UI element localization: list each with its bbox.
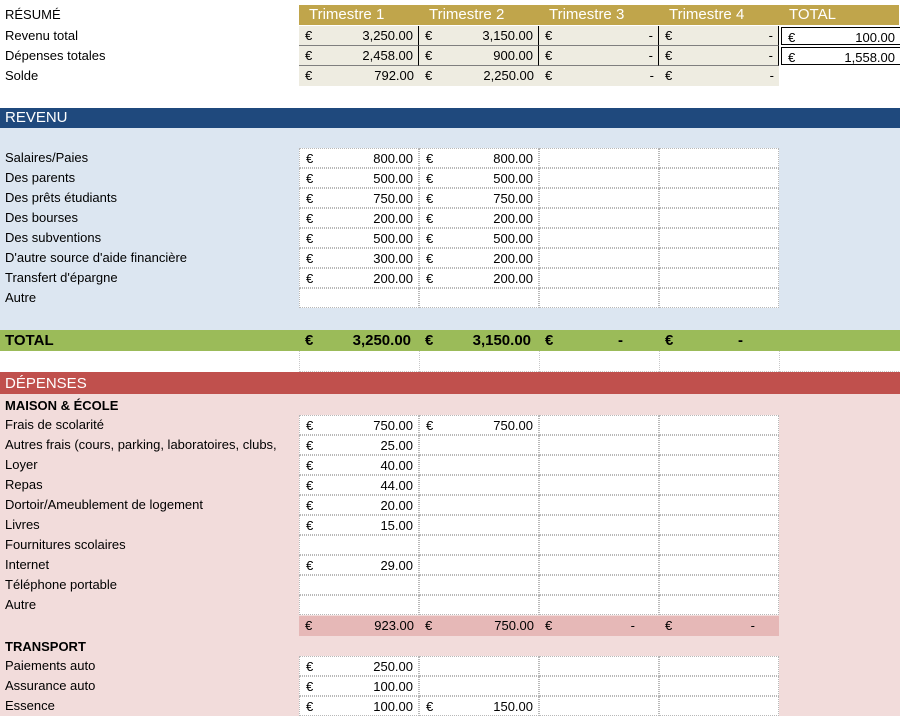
revenue-cell[interactable]: [659, 188, 779, 208]
expense-cell[interactable]: [419, 676, 539, 696]
cell-value: 500.00: [493, 171, 533, 186]
row-label: Autres frais (cours, parking, laboratoires, clubs,: [5, 437, 277, 452]
cell-value: 3,250.00: [352, 332, 411, 349]
expense-cell[interactable]: [419, 455, 539, 475]
currency-symbol: €: [306, 271, 314, 286]
total-cell[interactable]: [299, 331, 419, 351]
summary-cell[interactable]: [299, 66, 419, 86]
row-label: Revenu total: [5, 28, 78, 43]
currency-symbol: €: [788, 50, 796, 65]
currency-symbol: €: [306, 518, 314, 533]
expense-row: [0, 575, 900, 595]
revenue-section: [0, 108, 900, 330]
row-label: Autre: [5, 290, 37, 305]
cell-value: 750.00: [493, 191, 533, 206]
expense-cell[interactable]: [419, 656, 539, 676]
currency-symbol: €: [305, 68, 313, 83]
row-label: Essence: [5, 698, 55, 713]
currency-symbol: €: [426, 171, 434, 186]
currency-symbol: €: [665, 68, 673, 83]
revenue-cell[interactable]: [419, 228, 539, 248]
cell-value: 923.00: [374, 618, 414, 633]
summary-cell[interactable]: [419, 46, 539, 66]
revenue-cell[interactable]: [299, 268, 419, 288]
summary-cell[interactable]: [539, 26, 659, 46]
cell-value: 500.00: [373, 231, 413, 246]
row-label: Solde: [5, 68, 39, 83]
expenses-section: [0, 372, 900, 716]
currency-symbol: €: [305, 48, 313, 63]
expense-cell[interactable]: [659, 696, 779, 716]
currency-symbol: €: [426, 151, 434, 166]
currency-symbol: €: [425, 28, 433, 43]
summary-cell[interactable]: [539, 66, 659, 86]
currency-symbol: €: [306, 211, 314, 226]
currency-symbol: €: [306, 171, 314, 186]
currency-symbol: €: [306, 418, 314, 433]
cell-value: 15.00: [380, 518, 413, 533]
currency-symbol: €: [425, 332, 434, 349]
expense-cell[interactable]: [539, 676, 659, 696]
row-label: Des prêts étudiants: [5, 190, 118, 205]
cell-value: 29.00: [380, 558, 413, 573]
expense-cell[interactable]: [659, 415, 779, 435]
summary-row: [0, 66, 900, 86]
revenue-cell[interactable]: [419, 208, 539, 228]
expense-cell[interactable]: [419, 575, 539, 595]
currency-symbol: €: [306, 498, 314, 513]
quarter-header: Trimestre 1: [309, 6, 385, 23]
expense-cell[interactable]: [539, 575, 659, 595]
revenue-cell[interactable]: [659, 168, 779, 188]
expense-cell[interactable]: [299, 415, 419, 435]
expense-cell[interactable]: [419, 696, 539, 716]
revenue-row: [0, 288, 900, 308]
cell-value: 750.00: [373, 418, 413, 433]
spacer-cell[interactable]: [419, 351, 539, 372]
revenue-cell[interactable]: [419, 188, 539, 208]
expense-cell[interactable]: [539, 415, 659, 435]
currency-symbol: €: [305, 618, 313, 633]
expense-cell[interactable]: [299, 535, 419, 555]
revenue-row: [0, 188, 900, 208]
cell-value: 100.00: [373, 679, 413, 694]
cell-value: 300.00: [373, 251, 413, 266]
currency-symbol: €: [306, 478, 314, 493]
revenue-cell[interactable]: [419, 268, 539, 288]
revenue-cell[interactable]: [299, 288, 419, 308]
row-label: Frais de scolarité: [5, 417, 104, 432]
total-cell[interactable]: [539, 331, 659, 351]
expense-cell[interactable]: [539, 455, 659, 475]
cell-value: 750.00: [494, 618, 534, 633]
cell-value: 20.00: [380, 498, 413, 513]
cell-value: -: [649, 68, 654, 83]
cell-value: 800.00: [373, 151, 413, 166]
total-label: TOTAL: [5, 332, 54, 349]
expense-row: [0, 515, 900, 535]
revenue-cell[interactable]: [659, 248, 779, 268]
expense-cell[interactable]: [659, 575, 779, 595]
revenue-cell[interactable]: [539, 168, 659, 188]
currency-symbol: €: [306, 679, 314, 694]
expense-cell[interactable]: [539, 696, 659, 716]
total-cell[interactable]: [659, 331, 779, 351]
row-label: Des subventions: [5, 230, 102, 245]
revenue-row: [0, 268, 900, 288]
revenue-row: [0, 228, 900, 248]
currency-symbol: €: [426, 418, 434, 433]
currency-symbol: €: [665, 48, 673, 63]
expense-row: [0, 535, 900, 555]
expense-cell[interactable]: [299, 656, 419, 676]
revenue-header: [0, 108, 900, 128]
currency-symbol: €: [426, 231, 434, 246]
spacer-cell[interactable]: [299, 351, 419, 372]
row-label: Des bourses: [5, 210, 78, 225]
revenue-cell[interactable]: [299, 248, 419, 268]
expense-row: [0, 696, 900, 716]
expense-cell[interactable]: [299, 676, 419, 696]
revenue-cell[interactable]: [419, 288, 539, 308]
expense-cell[interactable]: [659, 535, 779, 555]
revenue-cell[interactable]: [299, 228, 419, 248]
expense-cell[interactable]: [299, 515, 419, 535]
expense-row: [0, 555, 900, 575]
cell-value: -: [738, 332, 743, 349]
expense-cell[interactable]: [299, 696, 419, 716]
expense-cell[interactable]: [299, 595, 419, 615]
cell-value: 500.00: [493, 231, 533, 246]
currency-symbol: €: [665, 332, 674, 349]
cell-value: 1,558.00: [844, 50, 895, 65]
cell-value: 200.00: [373, 211, 413, 226]
row-label: Dépenses totales: [5, 48, 106, 63]
summary-row: [0, 26, 900, 46]
currency-symbol: €: [306, 699, 314, 714]
expense-cell[interactable]: [419, 475, 539, 495]
expense-cell[interactable]: [659, 656, 779, 676]
cell-value: 3,250.00: [362, 28, 413, 43]
expense-cell[interactable]: [299, 555, 419, 575]
currency-symbol: €: [306, 458, 314, 473]
currency-symbol: €: [305, 28, 313, 43]
expense-row: [0, 495, 900, 515]
cell-value: 750.00: [373, 191, 413, 206]
currency-symbol: €: [426, 191, 434, 206]
revenue-row: [0, 208, 900, 228]
cell-value: 792.00: [374, 68, 414, 83]
summary-title: RÉSUMÉ: [5, 7, 61, 22]
total-cell[interactable]: [781, 27, 900, 45]
row-label: Livres: [5, 517, 40, 532]
revenue-cell[interactable]: [539, 188, 659, 208]
cell-value: 25.00: [380, 438, 413, 453]
currency-symbol: €: [545, 332, 554, 349]
currency-symbol: €: [306, 438, 314, 453]
currency-symbol: €: [426, 271, 434, 286]
expense-cell[interactable]: [419, 515, 539, 535]
currency-symbol: €: [545, 28, 553, 43]
expense-cell[interactable]: [419, 595, 539, 615]
expense-row: [0, 595, 900, 615]
revenue-row: [0, 148, 900, 168]
total-cell[interactable]: [781, 47, 900, 65]
expense-cell[interactable]: [659, 435, 779, 455]
row-label: Internet: [5, 557, 50, 572]
summary-cell[interactable]: [659, 46, 779, 66]
spacer-cell[interactable]: [779, 351, 899, 372]
currency-symbol: €: [305, 332, 314, 349]
currency-symbol: €: [306, 659, 314, 674]
row-label: Des parents: [5, 170, 76, 185]
currency-symbol: €: [426, 211, 434, 226]
revenue-cell[interactable]: [659, 228, 779, 248]
expense-cell[interactable]: [539, 495, 659, 515]
expense-cell[interactable]: [299, 455, 419, 475]
expense-row: [0, 656, 900, 676]
row-label: Dortoir/Ameublement de logement: [5, 497, 203, 512]
revenue-total-row: [0, 330, 900, 351]
quarter-header: Trimestre 2: [429, 6, 505, 23]
cell-value: -: [768, 48, 773, 63]
currency-symbol: €: [306, 251, 314, 266]
expense-cell[interactable]: [659, 555, 779, 575]
revenue-cell[interactable]: [299, 148, 419, 168]
cell-value: -: [648, 48, 653, 63]
cell-value: 250.00: [373, 659, 413, 674]
revenue-cell[interactable]: [659, 268, 779, 288]
currency-symbol: €: [425, 48, 433, 63]
currency-symbol: €: [425, 618, 433, 633]
currency-symbol: €: [788, 30, 796, 45]
quarter-header: Trimestre 3: [549, 6, 625, 23]
expense-cell[interactable]: [299, 495, 419, 515]
currency-symbol: €: [306, 191, 314, 206]
cell-value: -: [648, 28, 653, 43]
revenue-cell[interactable]: [539, 148, 659, 168]
summary-header-row: [0, 5, 900, 25]
cell-value: 150.00: [493, 699, 533, 714]
summary-cell[interactable]: [419, 66, 539, 86]
currency-symbol: €: [545, 68, 553, 83]
row-label: Autre: [5, 597, 37, 612]
revenue-cell[interactable]: [419, 148, 539, 168]
quarter-header: TOTAL: [789, 6, 836, 23]
currency-symbol: €: [545, 48, 553, 63]
quarter-header: Trimestre 4: [669, 6, 745, 23]
revenue-cell[interactable]: [539, 288, 659, 308]
expense-cell[interactable]: [539, 595, 659, 615]
summary-cell[interactable]: [539, 46, 659, 66]
expenses-header: [0, 372, 900, 394]
home-school-subtotal: [0, 616, 900, 636]
expense-cell[interactable]: [539, 535, 659, 555]
cell-value: 200.00: [373, 271, 413, 286]
currency-symbol: €: [665, 28, 673, 43]
revenue-cell[interactable]: [539, 228, 659, 248]
cell-value: 200.00: [493, 211, 533, 226]
cell-value: 500.00: [373, 171, 413, 186]
expense-cell[interactable]: [659, 595, 779, 615]
expense-cell[interactable]: [659, 455, 779, 475]
row-label: D'autre source d'aide financière: [5, 250, 188, 265]
revenue-cell[interactable]: [659, 208, 779, 228]
cell-value: 2,458.00: [362, 48, 413, 63]
expense-row: [0, 455, 900, 475]
total-cell[interactable]: [419, 331, 539, 351]
cell-value: 750.00: [493, 418, 533, 433]
subtotal-cell[interactable]: [539, 616, 659, 636]
cell-value: 3,150.00: [482, 28, 533, 43]
summary-cell[interactable]: [659, 26, 779, 46]
expense-cell[interactable]: [539, 475, 659, 495]
row-label: Loyer: [5, 457, 38, 472]
revenue-cell[interactable]: [419, 248, 539, 268]
cell-value: -: [618, 332, 623, 349]
row-label: Fournitures scolaires: [5, 537, 126, 552]
spacer-cell[interactable]: [659, 351, 779, 372]
cell-value: 100.00: [373, 699, 413, 714]
expense-cell[interactable]: [419, 535, 539, 555]
cell-value: 3,150.00: [472, 332, 531, 349]
revenue-cell[interactable]: [539, 248, 659, 268]
currency-symbol: €: [426, 699, 434, 714]
expense-cell[interactable]: [299, 575, 419, 595]
revenue-cell[interactable]: [659, 148, 779, 168]
currency-symbol: €: [545, 618, 553, 633]
expense-cell[interactable]: [539, 555, 659, 575]
revenue-row: [0, 168, 900, 188]
expenses-title: DÉPENSES: [5, 375, 87, 392]
row-label: Transfert d'épargne: [5, 270, 118, 285]
transport-title: TRANSPORT: [5, 639, 86, 654]
currency-symbol: €: [306, 231, 314, 246]
cell-value: 40.00: [380, 458, 413, 473]
cell-value: 2,250.00: [483, 68, 534, 83]
expense-row: [0, 415, 900, 435]
home-school-heading: [0, 396, 900, 416]
cell-value: 100.00: [855, 30, 895, 45]
cell-value: -: [630, 618, 635, 633]
summary-cell[interactable]: [659, 66, 779, 86]
cell-value: 800.00: [493, 151, 533, 166]
row-label: Téléphone portable: [5, 577, 118, 592]
cell-value: -: [750, 618, 755, 633]
cell-value: 200.00: [493, 271, 533, 286]
revenue-cell[interactable]: [299, 188, 419, 208]
expense-cell[interactable]: [299, 475, 419, 495]
expense-row: [0, 475, 900, 495]
revenue-cell[interactable]: [299, 208, 419, 228]
transport-heading: [0, 637, 900, 657]
revenue-cell[interactable]: [299, 168, 419, 188]
row-label: Salaires/Paies: [5, 150, 89, 165]
spacer-cell[interactable]: [539, 351, 659, 372]
currency-symbol: €: [425, 68, 433, 83]
subtotal-cell[interactable]: [419, 616, 539, 636]
expense-row: [0, 435, 900, 455]
currency-symbol: €: [306, 151, 314, 166]
cell-value: 44.00: [380, 478, 413, 493]
revenue-cell[interactable]: [659, 288, 779, 308]
currency-symbol: €: [426, 251, 434, 266]
currency-symbol: €: [665, 618, 673, 633]
row-label: Paiements auto: [5, 658, 96, 673]
expense-cell[interactable]: [539, 656, 659, 676]
subtotal-cell[interactable]: [299, 616, 419, 636]
row-label: Repas: [5, 477, 43, 492]
summary-section: [0, 0, 900, 96]
expense-cell[interactable]: [659, 475, 779, 495]
expense-cell[interactable]: [419, 495, 539, 515]
summary-cell[interactable]: [299, 46, 419, 66]
summary-cell[interactable]: [419, 26, 539, 46]
expense-cell[interactable]: [539, 515, 659, 535]
cell-value: -: [768, 28, 773, 43]
expense-cell[interactable]: [659, 676, 779, 696]
revenue-row: [0, 248, 900, 268]
expense-cell[interactable]: [419, 555, 539, 575]
currency-symbol: €: [306, 558, 314, 573]
cell-value: -: [769, 68, 774, 83]
expense-cell[interactable]: [539, 435, 659, 455]
subtotal-cell[interactable]: [659, 616, 779, 636]
row-label: Assurance auto: [5, 678, 96, 693]
total-line: [0, 331, 900, 351]
expense-cell[interactable]: [299, 435, 419, 455]
expense-cell[interactable]: [419, 435, 539, 455]
revenue-cell[interactable]: [419, 168, 539, 188]
cell-value: 900.00: [493, 48, 533, 63]
revenue-cell[interactable]: [539, 268, 659, 288]
home-school-title: MAISON & ÉCOLE: [5, 398, 119, 413]
expense-cell[interactable]: [659, 495, 779, 515]
spacer-row: [0, 351, 900, 372]
summary-row: [0, 46, 900, 66]
cell-value: 200.00: [493, 251, 533, 266]
expense-cell[interactable]: [419, 415, 539, 435]
revenue-title: REVENU: [5, 109, 68, 126]
expense-row: [0, 676, 900, 696]
revenue-cell[interactable]: [539, 208, 659, 228]
summary-cell[interactable]: [299, 26, 419, 46]
expense-cell[interactable]: [659, 515, 779, 535]
